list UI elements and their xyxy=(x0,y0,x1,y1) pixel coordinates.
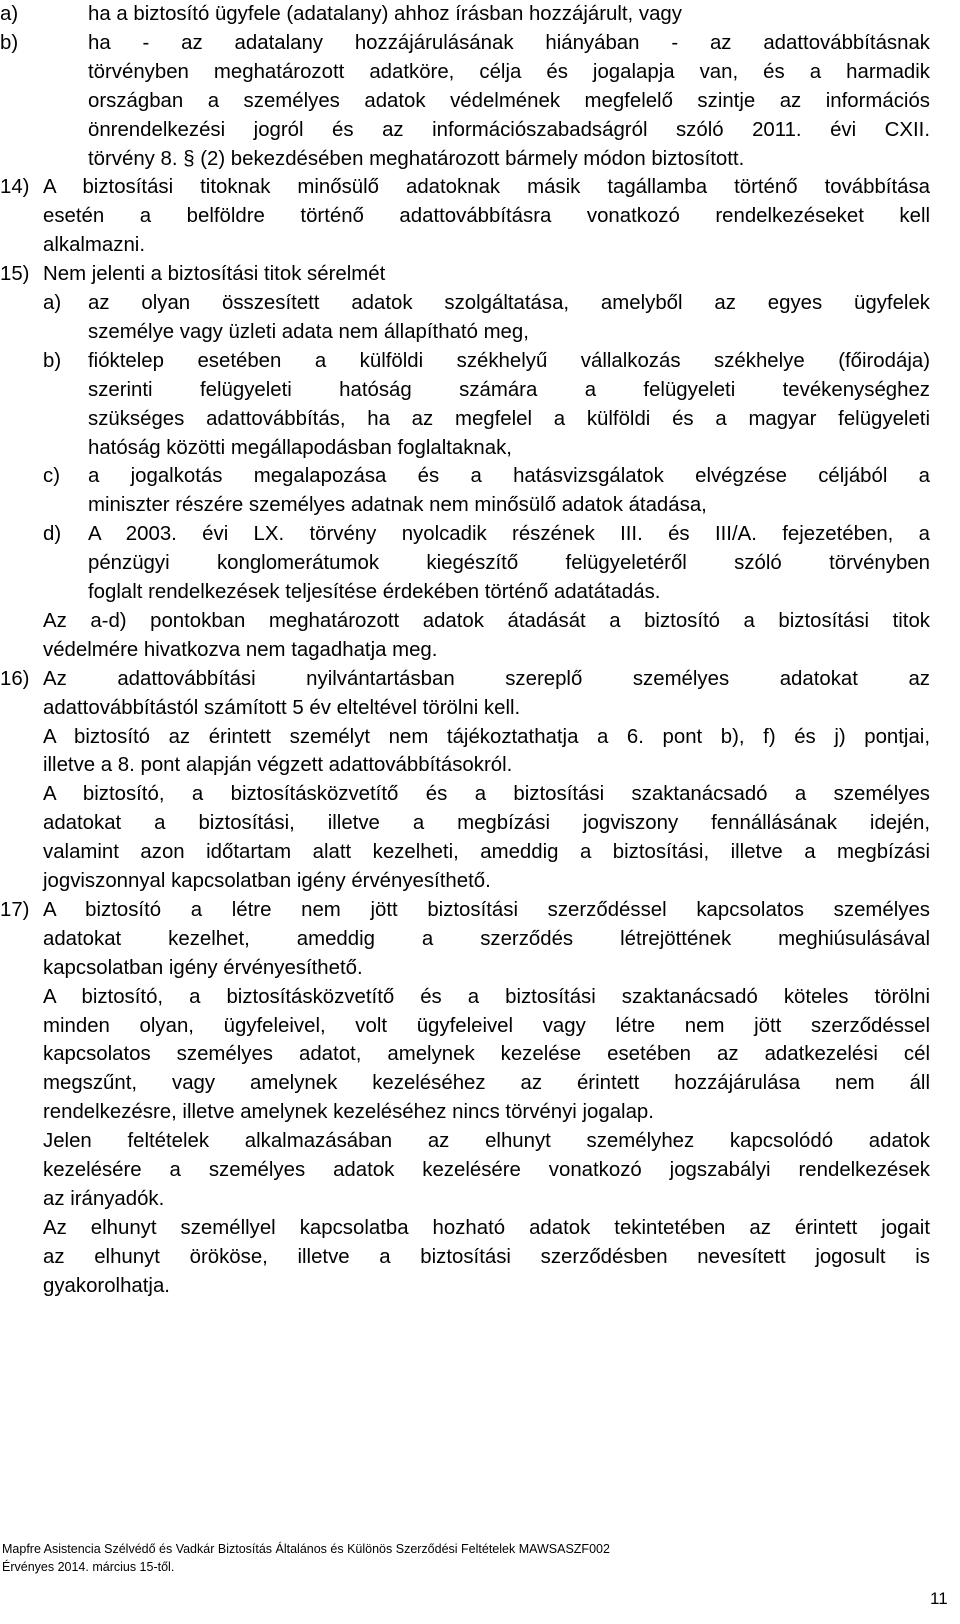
text-line: foglalt rendelkezések teljesítése érdekében történő adatátadás. xyxy=(88,581,661,603)
text-line: kezelésére a személyes adatok kezelésére vonatkozó jogszabályi rendelkezések xyxy=(43,1159,930,1181)
text-line: A biztosítási titoknak minősülő adatoknak másik tagállamba történő továbbítása xyxy=(43,176,930,199)
item-label: 17) xyxy=(0,898,30,921)
text-line: adattovábbítástól számított 5 év elteltével törölni kell. xyxy=(43,696,521,719)
text-line: az elhunyt örököse, illetve a biztosítási szerződésben nevesített jogosult is xyxy=(43,1245,930,1268)
text-line: jogviszonnyal kapcsolatban igény érvényesíthető. xyxy=(43,870,491,892)
text-line: hatóság közötti megállapodásban foglaltaknak, xyxy=(88,436,512,459)
text-line: személye vagy üzleti adata nem állapítható meg, xyxy=(88,320,529,343)
text-line: szükséges adattovábbítás, ha az megfelel a külföldi és a magyar felügyeleti xyxy=(88,407,930,430)
text-line: alkalmazni. xyxy=(43,234,145,257)
item-label: 16) xyxy=(0,667,30,690)
item-label: 14) xyxy=(0,176,30,199)
text-line: adatokat kezelhet, ameddig a szerződés létrejöttének meghiúsulásával xyxy=(43,927,930,950)
text-line: szerinti felügyeleti hatóság számára a felügyeleti tevékenységhez xyxy=(88,378,930,401)
text-line: Az adattovábbítási nyilvántartásban szereplő személyes adatokat az xyxy=(43,667,930,690)
text-line: törvény 8. § (2) bekezdésében meghatározott bármely módon biztosított. xyxy=(88,147,745,170)
text-line: az irányadók. xyxy=(43,1187,165,1210)
footer-title: Mapfre Asistencia Szélvédő és Vadkár Biztosítás Általános és Különös Szerződési Feltételek MAWSASZF002 xyxy=(2,1542,610,1556)
text-line: A biztosító, a biztosításközvetítő és a biztosítási szaktanácsadó köteles törölni xyxy=(43,985,930,1008)
text-line: Nem jelenti a biztosítási titok sérelmét xyxy=(43,263,386,286)
text-line: illetve a 8. pont alapján végzett adattovábbításokról. xyxy=(43,754,513,777)
item-label: a) xyxy=(0,3,19,25)
text-line: A biztosító, a biztosításközvetítő és a biztosítási szaktanácsadó a személyes xyxy=(43,783,930,806)
text-line: a jogalkotás megalapozása és a hatásvizsgálatok elvégzése céljából a xyxy=(88,465,930,488)
text-line: Az a-d) pontokban meghatározott adatok átadását a biztosító a biztosítási titok xyxy=(43,609,930,632)
text-line: A 2003. évi LX. törvény nyolcadik részének III. és III/A. fejezetében, a xyxy=(88,523,930,546)
text-line: gyakorolhatja. xyxy=(43,1274,170,1297)
text-line: védelmére hivatkozva nem tagadhatja meg. xyxy=(43,638,438,661)
text-line: fióktelep esetében a külföldi székhelyű vállalkozás székhelye (főirodája) xyxy=(88,349,930,372)
text-line: ha - az adatalany hozzájárulásának hiányában - az adattovábbításnak xyxy=(88,31,930,54)
item-label: c) xyxy=(43,465,60,488)
text-line: az olyan összesített adatok szolgáltatása, amelyből az egyes ügyfelek xyxy=(88,292,930,314)
text-line: Az elhunyt személlyel kapcsolatba hozható adatok tekintetében az érintett jogait xyxy=(43,1216,930,1239)
text-line: törvényben meghatározott adatköre, célja és jogalapja van, és a harmadik xyxy=(88,60,930,83)
text-line: minden olyan, ügyfeleivel, volt ügyfeleivel vagy létre nem jött szerződéssel xyxy=(43,1014,930,1037)
text-line: rendelkezésre, illetve amelynek kezeléséhez nincs törvényi jogalap. xyxy=(43,1101,654,1124)
text-line: esetén a belföldre történő adattovábbításra vonatkozó rendelkezéseket kell xyxy=(43,205,930,228)
text-line: megszűnt, vagy amelynek kezeléséhez az érintett hozzájárulása nem áll xyxy=(43,1072,930,1095)
item-label: a) xyxy=(43,292,62,314)
text-line: kapcsolatos személyes adatot, amelynek kezelése esetében az adatkezelési cél xyxy=(43,1043,930,1066)
item-label: d) xyxy=(43,523,62,546)
page-number: 11 xyxy=(930,1589,948,1608)
footer-validity: Érvényes 2014. március 15-től. xyxy=(2,1560,175,1574)
text-line: adatokat a biztosítási, illetve a megbízási jogviszony fennállásának idején, xyxy=(43,812,930,835)
item-label: 15) xyxy=(0,263,30,286)
text-line: ha a biztosító ügyfele (adatalany) ahhoz írásban hozzájárult, vagy xyxy=(88,3,682,25)
text-line: önrendelkezési jogról és az információszabadságról szóló 2011. évi CXII. xyxy=(88,118,930,141)
item-label: b) xyxy=(0,31,19,54)
text-line: Jelen feltételek alkalmazásában az elhunyt személyhez kapcsolódó adatok xyxy=(43,1130,930,1153)
text-line: országban a személyes adatok védelmének megfelelő szintje az információs xyxy=(88,89,930,112)
text-line: valamint azon időtartam alatt kezelheti, ameddig a biztosítási, illetve a megbízási xyxy=(43,841,930,864)
text-line: kapcsolatban igény érvényesíthető. xyxy=(43,956,363,979)
text-line: A biztosító a létre nem jött biztosítási szerződéssel kapcsolatos személyes xyxy=(43,898,930,921)
item-label: b) xyxy=(43,349,62,372)
text-line: miniszter részére személyes adatnak nem minősülő adatok átadása, xyxy=(88,494,707,517)
text-line: pénzügyi konglomerátumok kiegészítő felügyeletéről szóló törvényben xyxy=(88,552,930,575)
text-line: A biztosító az érintett személyt nem tájékoztathatja a 6. pont b), f) és j) pontjai, xyxy=(43,725,930,748)
